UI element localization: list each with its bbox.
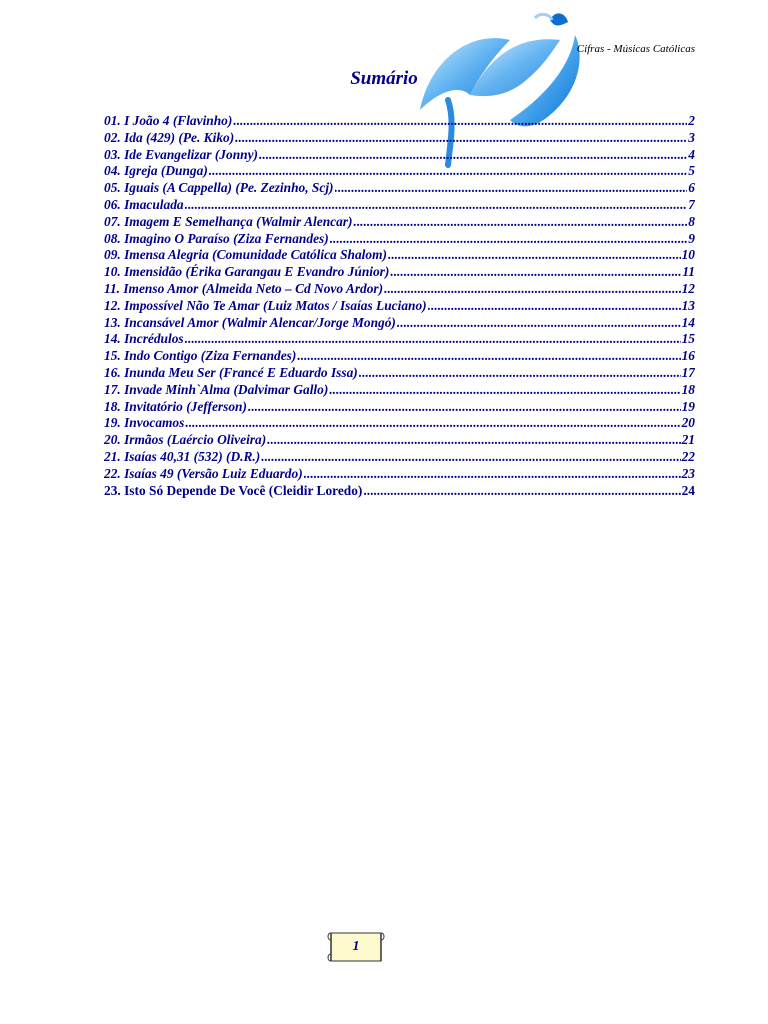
toc-entry-title: 23. Isto Só Depende De Você (Cleidir Loredo) (104, 482, 363, 498)
toc-entry-title: 11. Imenso Amor (Almeida Neto – Cd Novo Ardor) (104, 280, 384, 296)
toc-entry[interactable] (104, 483, 695, 500)
toc-entry[interactable] (104, 281, 695, 298)
toc-entry[interactable] (104, 163, 695, 180)
toc-entry-page: 18 (681, 381, 695, 397)
toc-entry[interactable] (104, 231, 695, 248)
toc-entry-page: 11 (682, 264, 695, 280)
toc-leader-dots (209, 163, 688, 179)
toc-leader-dots (297, 348, 680, 364)
toc-leader-dots (185, 415, 680, 431)
toc-entry-title: 04. Igreja (Dunga) (104, 163, 208, 179)
toc-leader-dots (363, 483, 680, 499)
toc-entry-page: 19 (681, 398, 695, 414)
toc-entry[interactable] (104, 180, 695, 197)
toc-entry[interactable] (104, 214, 695, 231)
toc-entry-title: 13. Incansável Amor (Walmir Alencar/Jorge Mongó) (104, 314, 396, 330)
toc-leader-dots (384, 281, 681, 297)
toc-entry-page: 21 (681, 432, 695, 448)
toc-entry[interactable] (104, 130, 695, 147)
toc-entry-title: 10. Imensidão (Érika Garangau E Evandro Júnior) (104, 264, 390, 280)
toc-entry-page: 5 (688, 163, 695, 179)
toc-entry[interactable] (104, 399, 695, 416)
toc-entry-page: 13 (681, 297, 695, 313)
toc-entry-page: 14 (681, 314, 695, 330)
toc-leader-dots (390, 264, 681, 280)
toc-entry-page: 3 (688, 129, 695, 145)
toc-entry[interactable] (104, 264, 695, 281)
toc-entry-title: 15. Indo Contigo (Ziza Fernandes) (104, 348, 297, 364)
toc-entry[interactable] (104, 415, 695, 432)
toc-leader-dots (185, 197, 688, 213)
toc-entry-title: 17. Invade Minh`Alma (Dalvimar Gallo) (104, 381, 329, 397)
toc-entry-title: 12. Impossível Não Te Amar (Luiz Matos / Isaías Luciano) (104, 297, 427, 313)
toc-entry-page: 9 (688, 230, 695, 246)
toc-entry-page: 17 (681, 364, 695, 380)
toc-entry-title: 02. Ida (429) (Pe. Kiko) (104, 129, 235, 145)
toc-entry-page: 24 (681, 482, 695, 498)
toc-leader-dots (388, 247, 681, 263)
toc-entry-page: 4 (688, 146, 695, 162)
toc-entry[interactable] (104, 432, 695, 449)
toc-leader-dots (185, 331, 681, 347)
toc-entry-title: 18. Invitatório (Jefferson) (104, 398, 247, 414)
toc-entry-title: 01. I João 4 (Flavinho) (104, 113, 233, 128)
table-of-contents (104, 113, 695, 499)
toc-leader-dots (353, 214, 687, 230)
toc-entry-page: 2 (688, 113, 695, 128)
toc-entry-title: 22. Isaías 49 (Versão Luiz Eduardo) (104, 465, 303, 481)
toc-entry[interactable] (104, 466, 695, 483)
toc-entry[interactable] (104, 348, 695, 365)
toc-entry[interactable] (104, 197, 695, 214)
toc-entry[interactable] (104, 382, 695, 399)
toc-entry-page: 22 (681, 448, 695, 464)
toc-entry-title: 14. Incrédulos (104, 331, 184, 347)
toc-leader-dots (329, 382, 680, 398)
toc-leader-dots (330, 231, 688, 247)
toc-leader-dots (304, 466, 681, 482)
toc-entry-title: 08. Imagino O Paraíso (Ziza Fernandes) (104, 230, 329, 246)
toc-entry-page: 23 (681, 465, 695, 481)
toc-entry-page: 6 (688, 180, 695, 196)
toc-entry[interactable] (104, 365, 695, 382)
toc-entry-page: 7 (688, 196, 695, 212)
page-number: 1 (352, 939, 360, 954)
toc-entry-page: 8 (688, 213, 695, 229)
toc-entry-page: 15 (681, 331, 695, 347)
toc-entry-title: 03. Ide Evangelizar (Jonny) (104, 146, 258, 162)
toc-entry-title: 19. Invocamos (104, 415, 185, 431)
toc-entry-title: 09. Imensa Alegria (Comunidade Católica Shalom) (104, 247, 387, 263)
toc-entry[interactable] (104, 315, 695, 332)
site-title: Cifras - Músicas Católicas (576, 43, 695, 55)
toc-entry-page: 12 (681, 280, 695, 296)
toc-entry[interactable] (104, 247, 695, 264)
toc-entry-title: 21. Isaías 40,31 (532) (D.R.) (104, 448, 261, 464)
toc-entry[interactable] (104, 147, 695, 164)
toc-entry-title: 16. Inunda Meu Ser (Francé E Eduardo Issa) (104, 364, 358, 380)
toc-leader-dots (397, 315, 681, 331)
toc-entry-page: 16 (681, 348, 695, 364)
page-title: Sumário (350, 68, 418, 89)
toc-entry-page: 20 (681, 415, 695, 431)
toc-entry-title: 07. Imagem E Semelhança (Walmir Alencar) (104, 213, 353, 229)
toc-leader-dots (248, 399, 681, 415)
toc-leader-dots (428, 298, 681, 314)
toc-leader-dots (233, 113, 687, 129)
toc-entry-title: 06. Imaculada (104, 196, 184, 212)
toc-leader-dots (335, 180, 688, 196)
toc-entry[interactable] (104, 298, 695, 315)
toc-leader-dots (261, 449, 680, 465)
toc-leader-dots (267, 432, 680, 448)
toc-entry[interactable] (104, 331, 695, 348)
toc-entry-title: 05. Iguais (A Cappella) (Pe. Zezinho, Scj) (104, 180, 334, 196)
toc-leader-dots (359, 365, 681, 381)
toc-leader-dots (235, 130, 687, 146)
toc-entry[interactable] (104, 113, 695, 130)
toc-entry[interactable] (104, 449, 695, 466)
toc-entry-page: 10 (681, 247, 695, 263)
toc-leader-dots (259, 147, 687, 163)
toc-entry-title: 20. Irmãos (Laércio Oliveira) (104, 432, 267, 448)
